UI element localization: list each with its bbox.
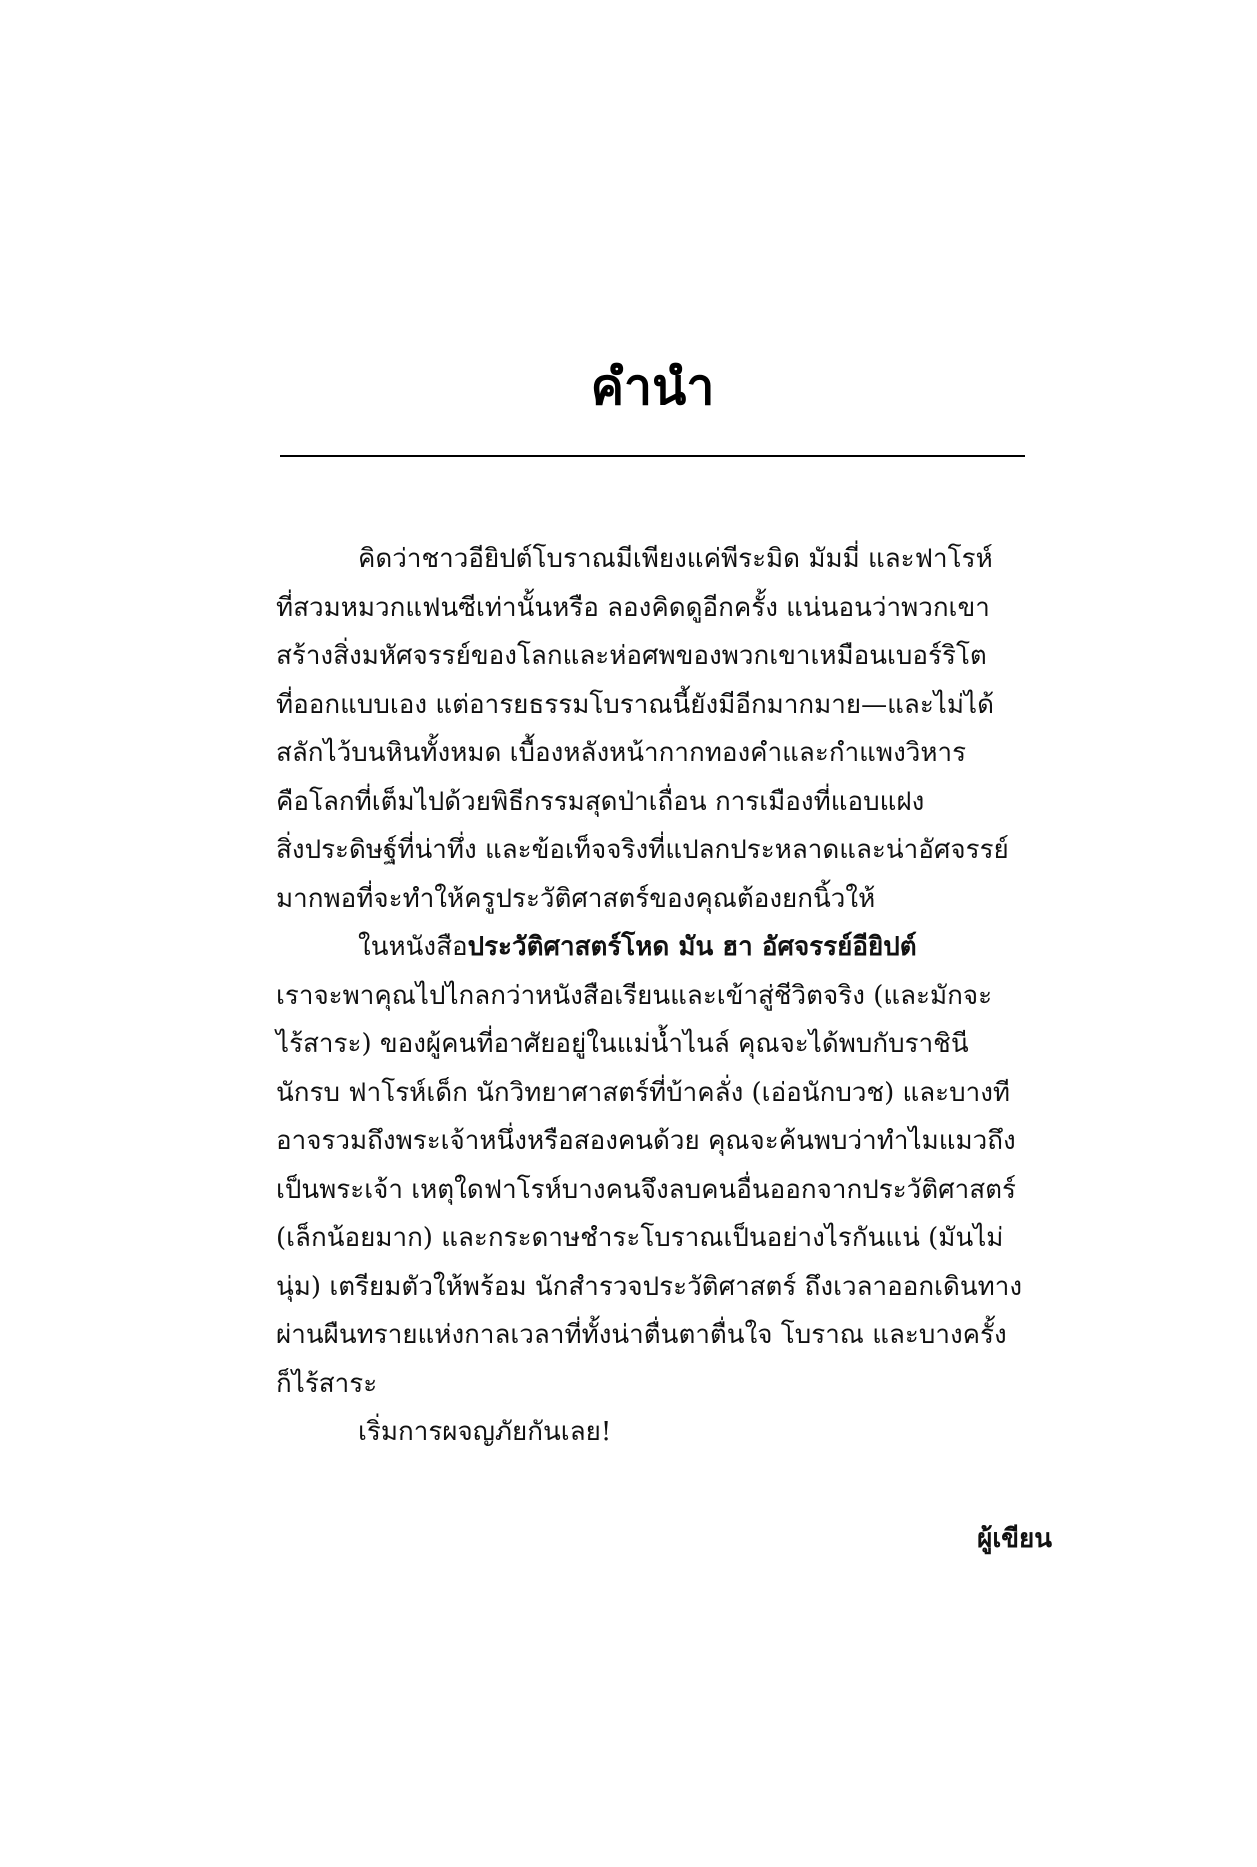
paragraph-line: ที่ออกแบบเอง แต่อารยธรรมโบราณนี้ยังมีอีกมากมาย—และไม่ได้ bbox=[276, 689, 994, 720]
title-underline bbox=[280, 455, 1025, 457]
book-title: ประวัติศาสตร์โหด มัน ฮา อัศจรรย์อียิปต์ bbox=[467, 932, 917, 962]
book-intro-text: ในหนังสือ bbox=[358, 932, 468, 962]
paragraph-line: เราจะพาคุณไปไกลกว่าหนังสือเรียนและเข้าสู่ชีวิตจริง (และมักจะ bbox=[276, 980, 993, 1011]
paragraph-line: ไร้สาระ) ของผู้คนที่อาศัยอยู่ในแม่น้ำไนล์ คุณจะได้พบกับราชินี bbox=[276, 1029, 969, 1059]
paragraph-line: สร้างสิ่งมหัศจรรย์ของโลกและห่อศพของพวกเขาเหมือนเบอร์ริโต bbox=[276, 641, 987, 671]
page-title: คำนำ bbox=[590, 358, 715, 416]
preface-body bbox=[276, 535, 1036, 1457]
paragraph-line: นักรบ ฟาโรห์เด็ก นักวิทยาศาสตร์ที่บ้าคลั่ง (เอ่อนักบวช) และบางที bbox=[276, 1077, 1011, 1108]
author-signature: ผู้เขียน bbox=[977, 1524, 1052, 1554]
paragraph-line: อาจรวมถึงพระเจ้าหนึ่งหรือสองคนด้วย คุณจะค้นพบว่าทำไมแมวถึง bbox=[276, 1126, 1016, 1156]
paragraph-line: นุ่ม) เตรียมตัวให้พร้อม นักสำรวจประวัติศาสตร์ ถึงเวลาออกเดินทาง bbox=[276, 1271, 1023, 1302]
paragraph-line: สิ่งประดิษฐ์ที่น่าทึ่ง และข้อเท็จจริงที่แปลกประหลาดและน่าอัศจรรย์ bbox=[276, 835, 1009, 865]
paragraph-line: ที่สวมหมวกแฟนซีเท่านั้นหรือ ลองคิดดูอีกครั้ง แน่นอนว่าพวกเขา bbox=[276, 592, 990, 623]
paragraph-line: สลักไว้บนหินทั้งหมด เบื้องหลังหน้ากากทองคำและกำแพงวิหาร bbox=[276, 738, 967, 768]
paragraph-line: คิดว่าชาวอียิปต์โบราณมีเพียงแค่พีระมิด มัมมี่ และฟาโรห์ bbox=[358, 544, 993, 574]
paragraph-line: (เล็กน้อยมาก) และกระดาษชำระโบราณเป็นอย่างไรกันแน่ (มันไม่ bbox=[276, 1223, 1004, 1253]
paragraph-line bbox=[276, 923, 1036, 972]
closing-line: เริ่มการผจญภัยกันเลย! bbox=[358, 1417, 612, 1447]
paragraph-line: ผ่านผืนทรายแห่งกาลเวลาที่ทั้งน่าตื่นตาตื่นใจ โบราณ และบางครั้ง bbox=[276, 1320, 1007, 1350]
paragraph-line: ก็ไร้สาระ bbox=[276, 1368, 378, 1399]
paragraph-line: มากพอที่จะทำให้ครูประวัติศาสตร์ของคุณต้องยกนิ้วให้ bbox=[276, 883, 876, 914]
paragraph-line: เป็นพระเจ้า เหตุใดฟาโรห์บางคนจึงลบคนอื่นออกจากประวัติศาสตร์ bbox=[276, 1174, 1016, 1205]
paragraph-line: คือโลกที่เต็มไปด้วยพิธีกรรมสุดป่าเถื่อน การเมืองที่แอบแฝง bbox=[276, 786, 925, 817]
